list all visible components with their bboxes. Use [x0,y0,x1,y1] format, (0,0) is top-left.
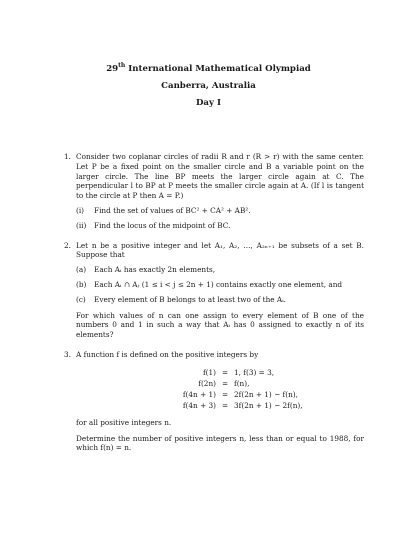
problem-1 [64,152,364,231]
condition-text: Each Aᵢ ∩ Aⱼ (1 ≤ i < j ≤ 2n + 1) contains exactly one element, and [94,279,343,289]
part-text: Find the locus of the midpoint of BC. [94,220,231,230]
equation-rhs: 2f(2n + 1) − f(n), [234,389,298,399]
part-text: Find the set of values of BC² + CA² + AB². [94,205,251,215]
problem-part [76,221,364,231]
equation-rhs: 3f(2n + 1) − 2f(n), [234,400,303,410]
olympiad-title [0,60,417,75]
condition-label: (c) [76,294,86,304]
problem-number: 1. [64,152,71,161]
title-text: International Mathematical Olympiad [125,63,311,74]
equation-rhs: f(n), [234,378,250,388]
problem-condition [76,295,364,305]
problem-question: For which values of n can one assign to every element of B one of the numbers 0 and 1 in such a way that Aᵢ has 0 assigned to exactly n of its elements? [76,310,364,340]
problem-2 [64,241,364,340]
equation-relation: = [221,400,229,410]
equation-row [76,378,364,389]
problem-part [76,206,364,216]
problem-number: 3. [64,349,71,359]
part-label: (ii) [76,220,87,230]
problem-statement: Consider two coplanar circles of radii R and r (R > r) with the same center. Let P be a fixed point on the smaller circle and B a variable point on the larger circle. The line BP meets the larger circle again at C. The perpendicular l to BP at P meets the smaller circle again at A. (If l is tangent to the circle at P then A = P.) [76,152,364,201]
problem-number: 2. [64,240,71,250]
problem-3 [64,350,364,453]
problem-condition [76,280,364,290]
equation-block [76,367,364,411]
document-header [0,60,417,109]
part-label: (i) [76,205,85,215]
condition-text: Each Aᵢ has exactly 2n elements, [94,265,216,275]
title-number: 29 [106,63,119,74]
equation-lhs: f(2n) [198,378,216,388]
equation-row [76,400,364,411]
condition-label: (b) [76,279,87,289]
equation-lhs: f(4n + 3) [182,400,216,410]
equation-relation: = [221,367,229,377]
equation-relation: = [221,378,229,388]
problem-list [64,152,364,463]
equation-lhs: f(4n + 1) [182,389,216,399]
problem-domain-note: for all positive integers n. [76,417,172,427]
equation-row [76,389,364,400]
equation-row [76,367,364,378]
equation-lhs: f(1) [202,367,216,377]
title-ordinal-suffix: th [118,62,126,69]
problem-question: Determine the number of positive integers n, less than or equal to 1988, for which f(n) = n. [76,433,364,453]
problem-statement: A function f is defined on the positive integers by [76,349,259,359]
day-label: Day I [195,97,222,108]
equation-relation: = [221,389,229,399]
problem-statement: Let n be a positive integer and let A₁, A₂, …, A₂ₙ₊₁ be subsets of a set B. Suppose that [76,240,364,260]
problem-condition [76,265,364,275]
equation-rhs: 1, f(3) = 3, [234,367,275,377]
venue-line: Canberra, Australia [161,80,256,91]
condition-text: Every element of B belongs to at least two of the Aᵢ. [94,294,286,304]
condition-label: (a) [76,265,87,275]
